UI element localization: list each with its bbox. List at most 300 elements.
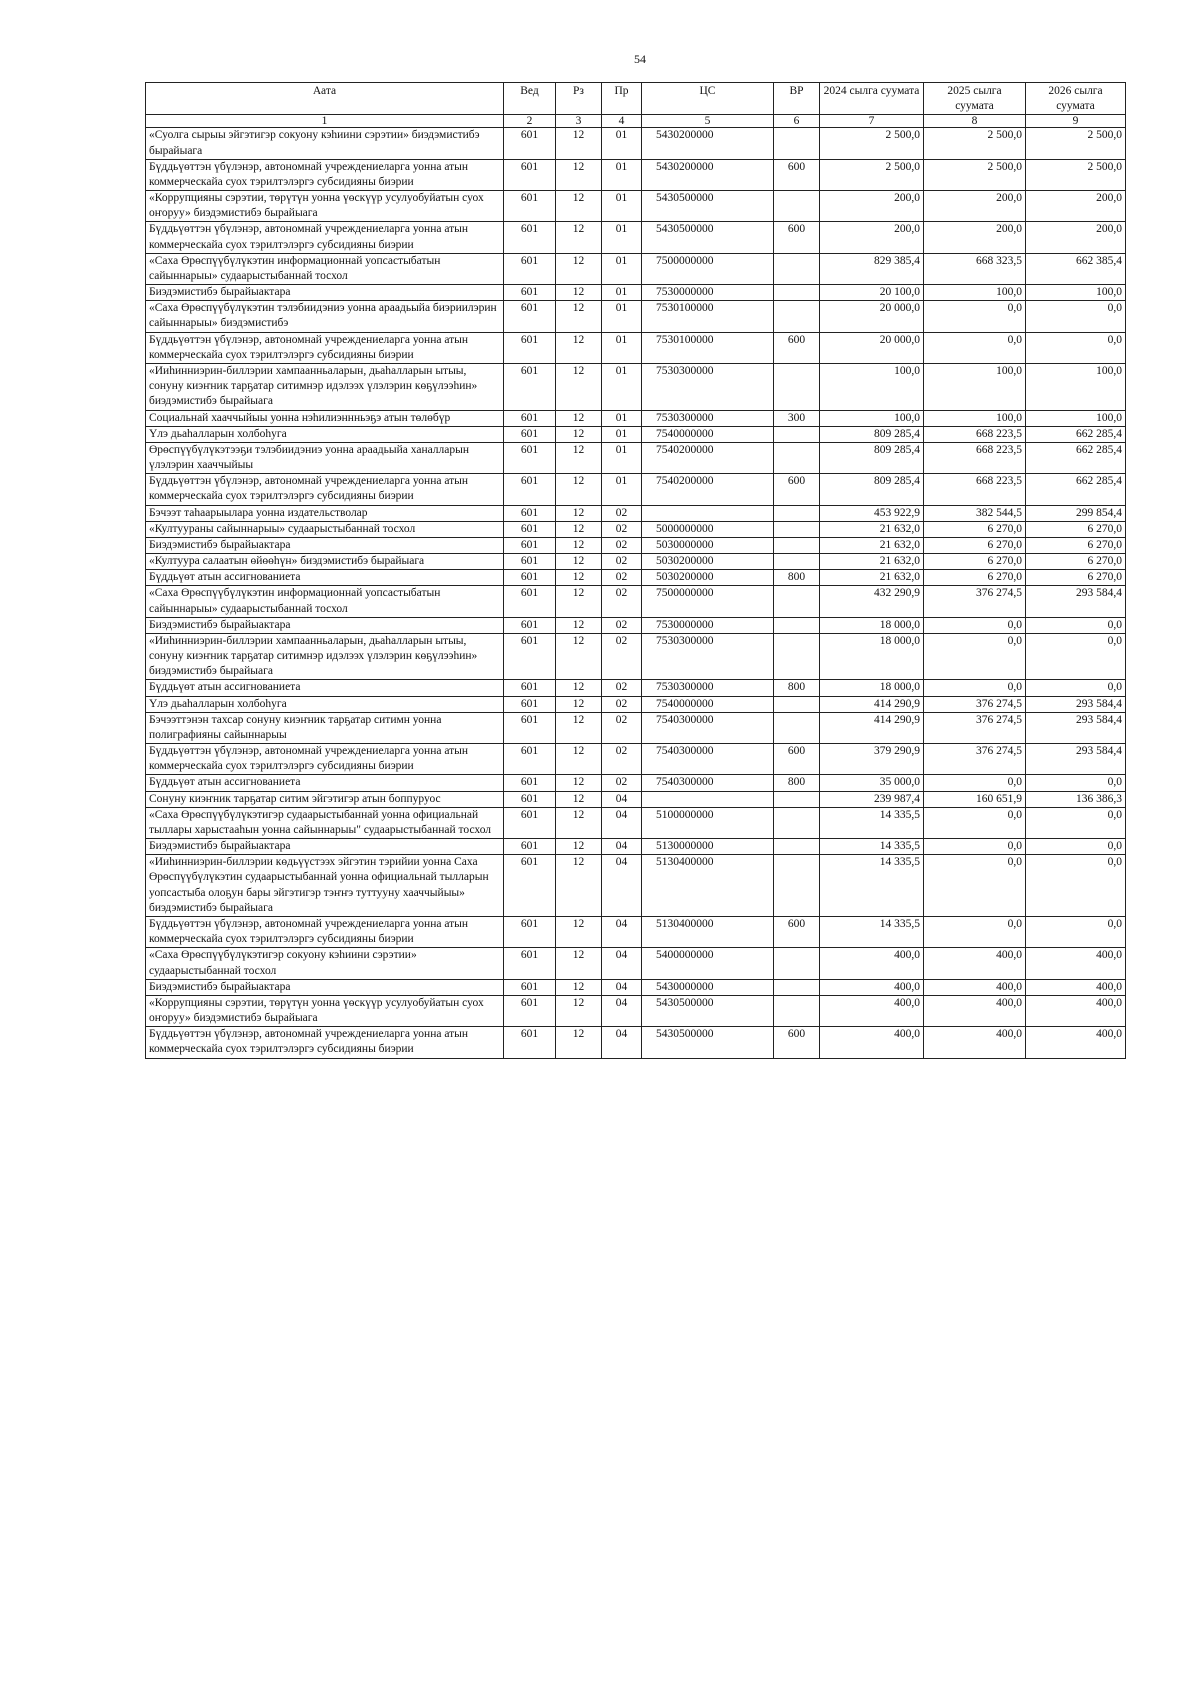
row-amount-2026: 0,0 <box>1026 917 1126 948</box>
row-amount-2024: 414 290,9 <box>820 696 924 712</box>
row-rz: 12 <box>556 586 602 617</box>
row-amount-2026: 2 500,0 <box>1026 128 1126 159</box>
row-amount-2024: 14 335,5 <box>820 807 924 838</box>
row-amount-2026: 0,0 <box>1026 839 1126 855</box>
row-ved: 601 <box>504 712 556 743</box>
row-amount-2025: 0,0 <box>924 633 1026 680</box>
row-rz: 12 <box>556 521 602 537</box>
row-rz: 12 <box>556 191 602 222</box>
row-amount-2025: 668 223,5 <box>924 442 1026 473</box>
row-pr: 04 <box>602 791 642 807</box>
row-amount-2026: 0,0 <box>1026 332 1126 363</box>
row-pr: 01 <box>602 410 642 426</box>
row-vr <box>774 839 820 855</box>
row-cs: 7530100000 <box>642 301 774 332</box>
row-rz: 12 <box>556 253 602 284</box>
table-row <box>146 917 1126 948</box>
table-row <box>146 633 1126 680</box>
row-pr: 02 <box>602 570 642 586</box>
table-row <box>146 775 1126 791</box>
row-ved: 601 <box>504 917 556 948</box>
row-pr: 04 <box>602 855 642 917</box>
row-pr: 01 <box>602 332 642 363</box>
row-amount-2024: 400,0 <box>820 995 924 1026</box>
row-rz: 12 <box>556 128 602 159</box>
row-vr <box>774 301 820 332</box>
row-name: Биэдэмистибэ бырайыактара <box>146 979 504 995</box>
row-cs: 5430200000 <box>642 159 774 190</box>
row-amount-2024: 21 632,0 <box>820 521 924 537</box>
row-cs: 7540000000 <box>642 426 774 442</box>
row-ved: 601 <box>504 775 556 791</box>
row-amount-2025: 668 323,5 <box>924 253 1026 284</box>
row-ved: 601 <box>504 285 556 301</box>
row-vr <box>774 191 820 222</box>
row-name: Бэчээттэнэн тахсар сонуну киэҥник тарҕатар ситимн уонна полиграфияны сайыннарыы <box>146 712 504 743</box>
row-vr <box>774 807 820 838</box>
row-amount-2025: 0,0 <box>924 680 1026 696</box>
row-rz: 12 <box>556 744 602 775</box>
row-ved: 601 <box>504 222 556 253</box>
row-cs: 7540300000 <box>642 744 774 775</box>
row-amount-2026: 0,0 <box>1026 301 1126 332</box>
row-cs <box>642 791 774 807</box>
column-number-row <box>146 115 1126 128</box>
row-amount-2024: 18 000,0 <box>820 617 924 633</box>
row-cs: 7530300000 <box>642 680 774 696</box>
row-name: Бүддьүөт атын ассигнованиета <box>146 570 504 586</box>
row-amount-2024: 400,0 <box>820 979 924 995</box>
row-vr: 600 <box>774 474 820 505</box>
row-ved: 601 <box>504 442 556 473</box>
header-2024: 2024 сылга суумата <box>820 83 924 115</box>
row-vr: 600 <box>774 744 820 775</box>
row-ved: 601 <box>504 979 556 995</box>
row-amount-2024: 400,0 <box>820 948 924 979</box>
column-number: 2 <box>504 115 556 128</box>
row-rz: 12 <box>556 301 602 332</box>
row-ved: 601 <box>504 633 556 680</box>
row-amount-2025: 400,0 <box>924 979 1026 995</box>
row-name: «Саха Өрөспүүбүлүкэтин тэлэбиидэниэ уонна араадьыйа биэриилэрин сайыннарыы» биэдэмистибэ <box>146 301 504 332</box>
row-amount-2025: 6 270,0 <box>924 570 1026 586</box>
table-row <box>146 301 1126 332</box>
row-amount-2025: 376 274,5 <box>924 586 1026 617</box>
row-rz: 12 <box>556 979 602 995</box>
row-pr: 01 <box>602 474 642 505</box>
table-row <box>146 426 1126 442</box>
row-cs: 5130000000 <box>642 839 774 855</box>
column-number: 4 <box>602 115 642 128</box>
row-amount-2025: 376 274,5 <box>924 744 1026 775</box>
row-amount-2026: 662 385,4 <box>1026 253 1126 284</box>
row-amount-2025: 0,0 <box>924 807 1026 838</box>
row-pr: 01 <box>602 191 642 222</box>
row-cs: 7540200000 <box>642 474 774 505</box>
row-pr: 02 <box>602 680 642 696</box>
row-amount-2025: 0,0 <box>924 301 1026 332</box>
row-vr <box>774 696 820 712</box>
row-ved: 601 <box>504 995 556 1026</box>
row-name: «Саха Өрөспүүбүлүкэтигэр судаарыстыбаннай уонна официальнай тыллары харыстааһын уонна сайыннарыы" судаарыстыбаннай тосхол <box>146 807 504 838</box>
row-amount-2025: 376 274,5 <box>924 696 1026 712</box>
row-amount-2025: 2 500,0 <box>924 128 1026 159</box>
row-pr: 04 <box>602 1027 642 1058</box>
row-amount-2025: 2 500,0 <box>924 159 1026 190</box>
row-vr: 800 <box>774 570 820 586</box>
row-ved: 601 <box>504 253 556 284</box>
row-name: Бүддьүөттэн үбүлэнэр, автономнай учреждениеларга уонна атын коммерческайа суох тэрилтэлэргэ субсидияны биэрии <box>146 159 504 190</box>
row-amount-2025: 100,0 <box>924 285 1026 301</box>
row-pr: 02 <box>602 554 642 570</box>
row-vr <box>774 586 820 617</box>
row-amount-2024: 21 632,0 <box>820 570 924 586</box>
row-cs <box>642 505 774 521</box>
row-cs: 7500000000 <box>642 253 774 284</box>
row-amount-2024: 809 285,4 <box>820 442 924 473</box>
row-name: «Култуура салаатын өйөөһүн» биэдэмистибэ бырайыага <box>146 554 504 570</box>
row-amount-2024: 809 285,4 <box>820 474 924 505</box>
row-amount-2025: 400,0 <box>924 948 1026 979</box>
row-vr <box>774 554 820 570</box>
row-pr: 02 <box>602 505 642 521</box>
table-row <box>146 696 1126 712</box>
column-number: 9 <box>1026 115 1126 128</box>
row-cs: 5100000000 <box>642 807 774 838</box>
row-amount-2025: 668 223,5 <box>924 474 1026 505</box>
row-cs: 5030000000 <box>642 537 774 553</box>
row-amount-2026: 400,0 <box>1026 995 1126 1026</box>
table-row <box>146 410 1126 426</box>
row-pr: 02 <box>602 521 642 537</box>
header-cs: ЦС <box>642 83 774 115</box>
table-row <box>146 222 1126 253</box>
row-name: Үлэ дьаһалларын холбоһуга <box>146 426 504 442</box>
table-row <box>146 442 1126 473</box>
header-2025: 2025 сылга суумата <box>924 83 1026 115</box>
row-name: «Саха Өрөспүүбүлүкэтин информационнай уопсастыбатын сайыннарыы» судаарыстыбаннай тосхол <box>146 586 504 617</box>
header-2026: 2026 сылга суумата <box>1026 83 1126 115</box>
row-name: Бүддьүөттэн үбүлэнэр, автономнай учреждениеларга уонна атын коммерческайа суох тэрилтэлэргэ субсидияны биэрии <box>146 474 504 505</box>
row-amount-2025: 6 270,0 <box>924 537 1026 553</box>
row-name: «Коррупцияны сэрэтии, төрүтүн уонна үөскүүр усулуобуйатын суох оҥоруу» биэдэмистибэ бырайыага <box>146 191 504 222</box>
row-name: «Ииһинниэрин-биллэрии хампаанньаларын, дьаһалларын ытыы, сонуну киэҥник тарҕатар ситимнэр идэлээх үлэлэрин көҕүлээһин» биэдэмистибэ бырайыага <box>146 633 504 680</box>
row-amount-2024: 239 987,4 <box>820 791 924 807</box>
row-amount-2025: 400,0 <box>924 1027 1026 1058</box>
row-cs: 7530000000 <box>642 617 774 633</box>
row-rz: 12 <box>556 712 602 743</box>
row-cs: 5030200000 <box>642 570 774 586</box>
row-ved: 601 <box>504 521 556 537</box>
row-cs: 5000000000 <box>642 521 774 537</box>
row-ved: 601 <box>504 128 556 159</box>
row-amount-2026: 0,0 <box>1026 775 1126 791</box>
row-amount-2024: 2 500,0 <box>820 159 924 190</box>
row-amount-2024: 18 000,0 <box>820 680 924 696</box>
table-row <box>146 979 1126 995</box>
table-row <box>146 712 1126 743</box>
row-vr: 300 <box>774 410 820 426</box>
row-ved: 601 <box>504 807 556 838</box>
row-amount-2024: 100,0 <box>820 410 924 426</box>
column-number: 7 <box>820 115 924 128</box>
row-vr <box>774 855 820 917</box>
table-row <box>146 1027 1126 1058</box>
table-row <box>146 253 1126 284</box>
row-amount-2025: 0,0 <box>924 855 1026 917</box>
row-amount-2024: 20 000,0 <box>820 301 924 332</box>
table-row <box>146 537 1126 553</box>
row-amount-2024: 100,0 <box>820 363 924 410</box>
row-pr: 02 <box>602 633 642 680</box>
table-row <box>146 570 1126 586</box>
row-vr <box>774 442 820 473</box>
row-amount-2024: 809 285,4 <box>820 426 924 442</box>
table-row <box>146 128 1126 159</box>
row-ved: 601 <box>504 570 556 586</box>
row-pr: 01 <box>602 159 642 190</box>
row-pr: 04 <box>602 839 642 855</box>
column-number: 6 <box>774 115 820 128</box>
row-cs: 7530000000 <box>642 285 774 301</box>
row-vr: 600 <box>774 332 820 363</box>
row-rz: 12 <box>556 505 602 521</box>
row-rz: 12 <box>556 855 602 917</box>
row-ved: 601 <box>504 332 556 363</box>
row-ved: 601 <box>504 554 556 570</box>
row-name: Биэдэмистибэ бырайыактара <box>146 617 504 633</box>
row-ved: 601 <box>504 537 556 553</box>
header-name: Аата <box>146 83 504 115</box>
row-name: Бүддьүөттэн үбүлэнэр, автономнай учреждениеларга уонна атын коммерческайа суох тэрилтэлэргэ субсидияны биэрии <box>146 1027 504 1058</box>
row-vr <box>774 537 820 553</box>
row-vr: 800 <box>774 775 820 791</box>
row-rz: 12 <box>556 442 602 473</box>
row-cs: 5430500000 <box>642 191 774 222</box>
row-ved: 601 <box>504 696 556 712</box>
row-rz: 12 <box>556 426 602 442</box>
row-pr: 02 <box>602 617 642 633</box>
row-amount-2026: 293 584,4 <box>1026 744 1126 775</box>
row-amount-2026: 6 270,0 <box>1026 554 1126 570</box>
row-rz: 12 <box>556 363 602 410</box>
row-cs: 7530100000 <box>642 332 774 363</box>
row-amount-2024: 400,0 <box>820 1027 924 1058</box>
row-name: Үлэ дьаһалларын холбоһуга <box>146 696 504 712</box>
row-amount-2026: 0,0 <box>1026 855 1126 917</box>
row-rz: 12 <box>556 474 602 505</box>
row-amount-2025: 400,0 <box>924 995 1026 1026</box>
row-pr: 01 <box>602 253 642 284</box>
table-row <box>146 332 1126 363</box>
row-rz: 12 <box>556 633 602 680</box>
row-cs: 5130400000 <box>642 917 774 948</box>
table-row <box>146 363 1126 410</box>
row-pr: 04 <box>602 917 642 948</box>
row-vr <box>774 633 820 680</box>
row-amount-2024: 20 000,0 <box>820 332 924 363</box>
row-ved: 601 <box>504 505 556 521</box>
row-amount-2024: 21 632,0 <box>820 554 924 570</box>
row-name: «Култуураны сайыннарыы» судаарыстыбаннай тосхол <box>146 521 504 537</box>
row-ved: 601 <box>504 586 556 617</box>
row-amount-2025: 0,0 <box>924 617 1026 633</box>
row-amount-2024: 35 000,0 <box>820 775 924 791</box>
row-name: Бэчээт таһаарыылара уонна издательстволар <box>146 505 504 521</box>
budget-table <box>145 82 1126 1059</box>
row-cs: 7540000000 <box>642 696 774 712</box>
table-row <box>146 191 1126 222</box>
row-vr <box>774 979 820 995</box>
table-row <box>146 474 1126 505</box>
table-row <box>146 791 1126 807</box>
row-rz: 12 <box>556 839 602 855</box>
row-name: Биэдэмистибэ бырайыактара <box>146 537 504 553</box>
row-amount-2025: 0,0 <box>924 917 1026 948</box>
row-name: Бүддьүөттэн үбүлэнэр, автономнай учреждениеларга уонна атын коммерческайа суох тэрилтэлэргэ субсидияны биэрии <box>146 332 504 363</box>
row-rz: 12 <box>556 948 602 979</box>
table-row <box>146 744 1126 775</box>
row-rz: 12 <box>556 917 602 948</box>
row-pr: 04 <box>602 948 642 979</box>
row-ved: 601 <box>504 617 556 633</box>
row-rz: 12 <box>556 791 602 807</box>
row-vr: 600 <box>774 917 820 948</box>
column-number: 8 <box>924 115 1026 128</box>
row-amount-2025: 100,0 <box>924 410 1026 426</box>
row-cs: 5430200000 <box>642 128 774 159</box>
row-name: «Саха Өрөспүүбүлүкэтин информационнай уопсастыбатын сайыннарыы» судаарыстыбаннай тосхол <box>146 253 504 284</box>
row-amount-2025: 100,0 <box>924 363 1026 410</box>
row-pr: 02 <box>602 696 642 712</box>
row-vr <box>774 426 820 442</box>
row-rz: 12 <box>556 222 602 253</box>
row-pr: 01 <box>602 301 642 332</box>
row-rz: 12 <box>556 332 602 363</box>
row-cs: 7530300000 <box>642 410 774 426</box>
row-pr: 01 <box>602 128 642 159</box>
row-vr <box>774 285 820 301</box>
budget-table-body <box>146 128 1126 1058</box>
row-pr: 01 <box>602 285 642 301</box>
row-ved: 601 <box>504 855 556 917</box>
row-name: Биэдэмистибэ бырайыактара <box>146 839 504 855</box>
row-name: «Суолга сырыы эйгэтигэр сокуону кэһиини сэрэтии» биэдэмистибэ бырайыага <box>146 128 504 159</box>
header-row <box>146 83 1126 115</box>
row-amount-2024: 829 385,4 <box>820 253 924 284</box>
row-ved: 601 <box>504 474 556 505</box>
row-amount-2026: 293 584,4 <box>1026 696 1126 712</box>
row-amount-2026: 136 386,3 <box>1026 791 1126 807</box>
row-ved: 601 <box>504 363 556 410</box>
row-ved: 601 <box>504 1027 556 1058</box>
row-cs: 7540200000 <box>642 442 774 473</box>
row-amount-2026: 400,0 <box>1026 1027 1126 1058</box>
row-rz: 12 <box>556 554 602 570</box>
row-cs: 7530300000 <box>642 633 774 680</box>
table-row <box>146 285 1126 301</box>
row-vr <box>774 128 820 159</box>
row-amount-2024: 432 290,9 <box>820 586 924 617</box>
row-amount-2024: 200,0 <box>820 222 924 253</box>
row-name: «Ииһинниэрин-биллэрии көдьүүстээх эйгэтин тэрийии уонна Саха Өрөспүүбүлүкэтин судаарыстыбаннай уонна официальнай тылларын уопсастыба олоҕун бары эйгэтигэр тэҥҥэ туттууну хааччыйыы» биэдэмистибэ бырайыага <box>146 855 504 917</box>
row-name: «Саха Өрөспүүбүлүкэтигэр сокуону кэһиини сэрэтии» судаарыстыбаннай тосхол <box>146 948 504 979</box>
row-amount-2026: 662 285,4 <box>1026 442 1126 473</box>
row-vr <box>774 505 820 521</box>
row-amount-2026: 200,0 <box>1026 191 1126 222</box>
row-amount-2024: 21 632,0 <box>820 537 924 553</box>
row-amount-2025: 200,0 <box>924 222 1026 253</box>
row-amount-2025: 200,0 <box>924 191 1026 222</box>
row-name: «Ииһинниэрин-биллэрии хампаанньаларын, дьаһалларын ытыы, сонуну киэҥник тарҕатар ситимнэр идэлээх үлэлэрин көҕүлээһин» биэдэмистибэ бырайыага <box>146 363 504 410</box>
column-number: 3 <box>556 115 602 128</box>
row-name: Бүддьүөт атын ассигнованиета <box>146 680 504 696</box>
row-cs: 7530300000 <box>642 363 774 410</box>
row-ved: 601 <box>504 301 556 332</box>
row-amount-2025: 0,0 <box>924 775 1026 791</box>
row-cs: 5430500000 <box>642 222 774 253</box>
row-pr: 02 <box>602 586 642 617</box>
row-amount-2026: 100,0 <box>1026 363 1126 410</box>
row-pr: 04 <box>602 807 642 838</box>
row-rz: 12 <box>556 775 602 791</box>
row-amount-2024: 14 335,5 <box>820 839 924 855</box>
row-cs: 5430500000 <box>642 995 774 1026</box>
row-pr: 01 <box>602 222 642 253</box>
row-amount-2026: 6 270,0 <box>1026 537 1126 553</box>
row-rz: 12 <box>556 995 602 1026</box>
header-pr: Пр <box>602 83 642 115</box>
row-vr <box>774 791 820 807</box>
row-cs: 7540300000 <box>642 775 774 791</box>
row-amount-2026: 662 285,4 <box>1026 474 1126 505</box>
row-amount-2026: 200,0 <box>1026 222 1126 253</box>
table-row <box>146 554 1126 570</box>
row-amount-2024: 2 500,0 <box>820 128 924 159</box>
row-rz: 12 <box>556 410 602 426</box>
row-amount-2026: 299 854,4 <box>1026 505 1126 521</box>
row-pr: 01 <box>602 363 642 410</box>
row-ved: 601 <box>504 839 556 855</box>
row-cs: 5400000000 <box>642 948 774 979</box>
row-amount-2025: 6 270,0 <box>924 521 1026 537</box>
row-rz: 12 <box>556 1027 602 1058</box>
row-vr <box>774 712 820 743</box>
column-number: 1 <box>146 115 504 128</box>
row-ved: 601 <box>504 410 556 426</box>
row-cs: 7500000000 <box>642 586 774 617</box>
table-row <box>146 586 1126 617</box>
row-pr: 04 <box>602 979 642 995</box>
row-name: «Коррупцияны сэрэтии, төрүтүн уонна үөскүүр усулуобуйатын суох оҥоруу» биэдэмистибэ бырайыага <box>146 995 504 1026</box>
row-vr: 800 <box>774 680 820 696</box>
row-amount-2026: 293 584,4 <box>1026 712 1126 743</box>
row-name: Өрөспүүбүлүкэтээҕи тэлэбиидэниэ уонна араадьыйа ханалларын үлэлэрин хааччыйыы <box>146 442 504 473</box>
row-vr <box>774 363 820 410</box>
row-name: Бүддьүөттэн үбүлэнэр, автономнай учреждениеларга уонна атын коммерческайа суох тэрилтэлэргэ субсидияны биэрии <box>146 744 504 775</box>
row-pr: 04 <box>602 995 642 1026</box>
row-pr: 02 <box>602 712 642 743</box>
row-pr: 02 <box>602 744 642 775</box>
row-amount-2024: 20 100,0 <box>820 285 924 301</box>
header-ved: Вед <box>504 83 556 115</box>
row-amount-2026: 6 270,0 <box>1026 570 1126 586</box>
row-rz: 12 <box>556 285 602 301</box>
header-vr: ВР <box>774 83 820 115</box>
row-amount-2026: 400,0 <box>1026 979 1126 995</box>
row-pr: 01 <box>602 442 642 473</box>
row-ved: 601 <box>504 791 556 807</box>
